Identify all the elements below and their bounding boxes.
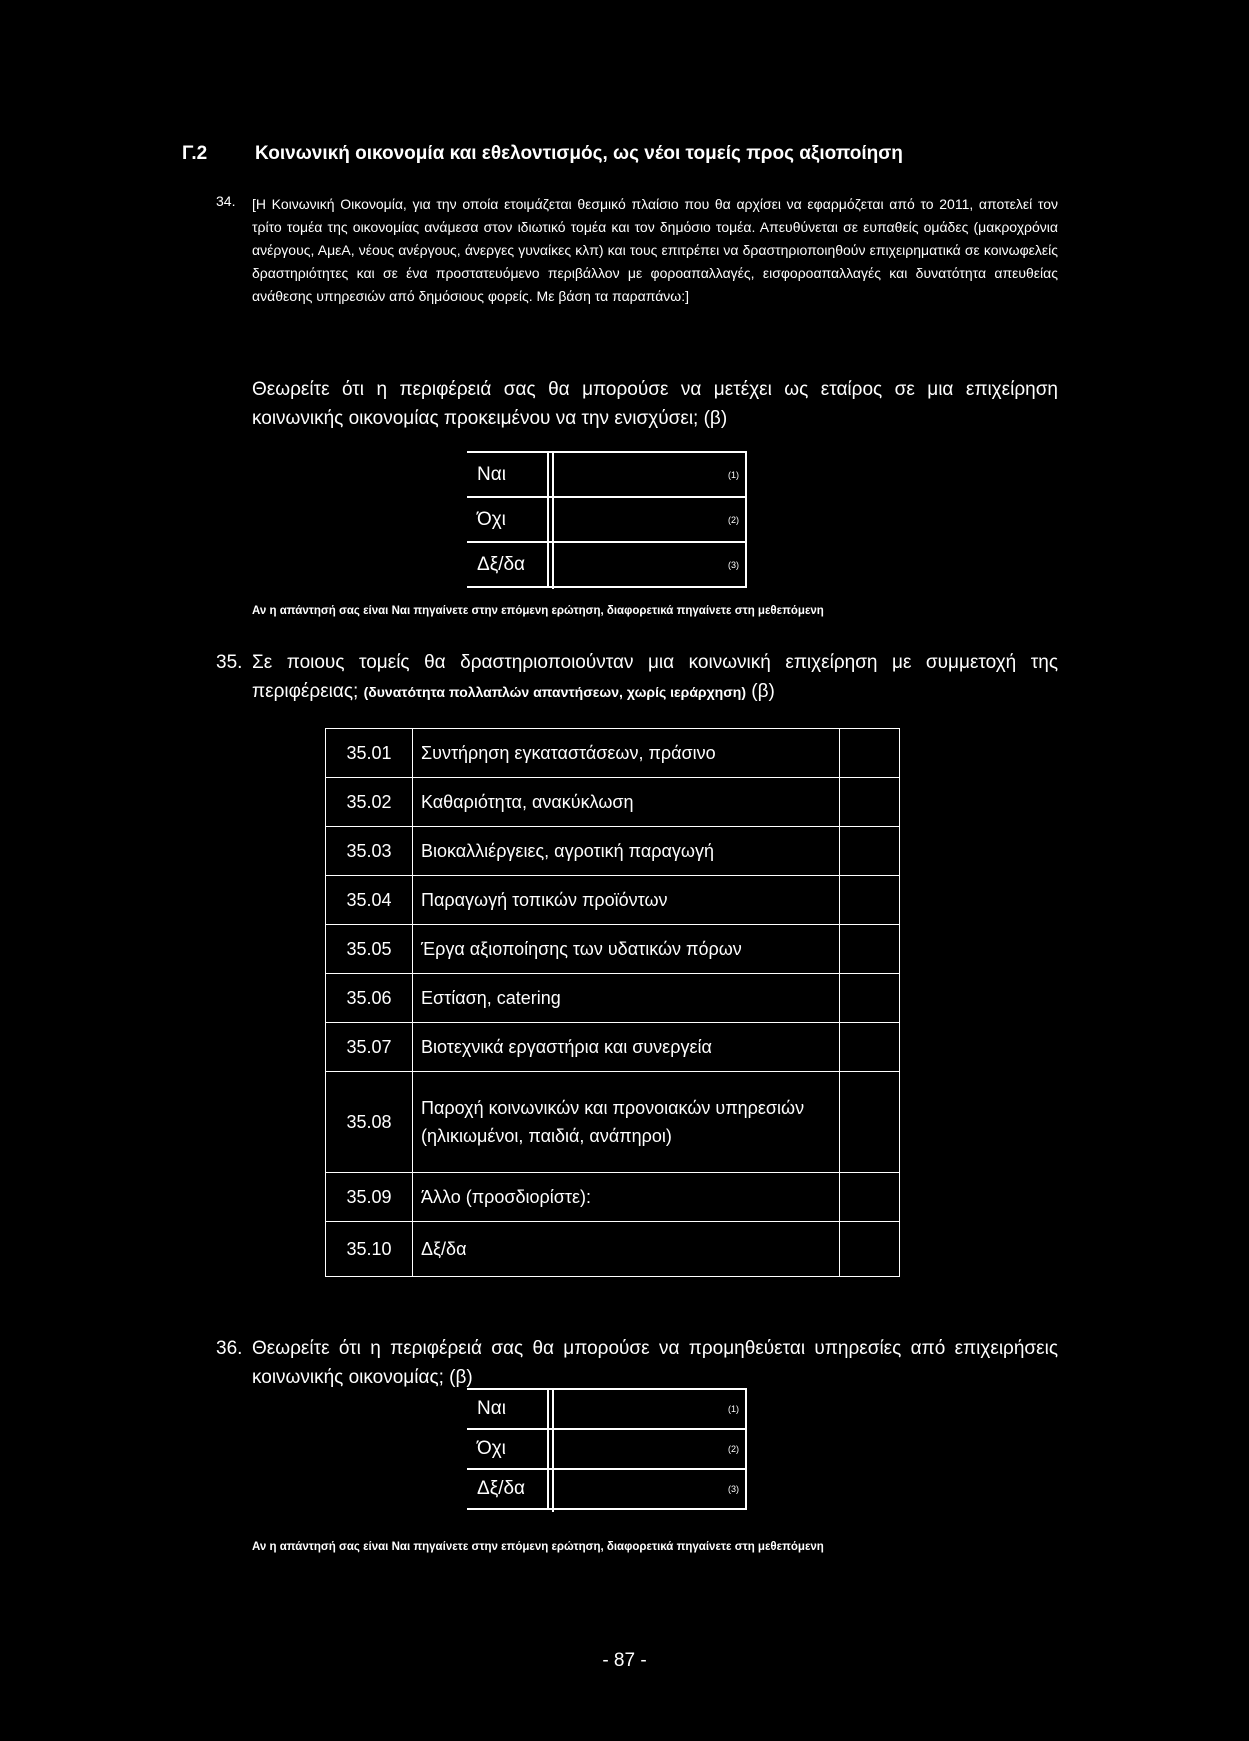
q35-suffix: (β) bbox=[751, 681, 775, 702]
row-label: Καθαριότητα, ανακύκλωση bbox=[412, 778, 839, 827]
row-code: 35.10 bbox=[326, 1222, 413, 1277]
table-row[interactable] bbox=[326, 1023, 900, 1072]
routing-note: Αν η απάντησή σας είναι Ναι πηγαίνετε στην επόμενη ερώτηση, διαφορετικά πηγαίνετε στη μεθεπόμενη bbox=[252, 1541, 824, 1553]
answer-box[interactable] bbox=[839, 729, 899, 778]
q35-question bbox=[252, 648, 1058, 707]
option-row[interactable] bbox=[467, 1389, 746, 1429]
option-row[interactable] bbox=[467, 497, 746, 542]
q35-text: Σε ποιους τομείς θα δραστηριοποιούνταν μια κοινωνική επιχείρηση με συμμετοχή της περιφέρειας; bbox=[252, 652, 1058, 702]
row-code: 35.01 bbox=[326, 729, 413, 778]
table-row[interactable] bbox=[326, 729, 900, 778]
option-label: Δξ/δα bbox=[467, 542, 548, 587]
row-code: 35.02 bbox=[326, 778, 413, 827]
supply-options-table bbox=[467, 1388, 747, 1510]
row-label: Δξ/δα bbox=[412, 1222, 839, 1277]
option-label: Όχι bbox=[467, 497, 548, 542]
option-label: Δξ/δα bbox=[467, 1469, 548, 1509]
option-row[interactable] bbox=[467, 542, 746, 587]
row-code: 35.05 bbox=[326, 925, 413, 974]
q36-number: 36. bbox=[216, 1338, 243, 1359]
section-title: Κοινωνική οικονομία και εθελοντισμός, ως νέοι τομείς προς αξιοποίηση bbox=[255, 143, 903, 164]
sectors-table bbox=[325, 728, 900, 1277]
q35-number: 35. bbox=[216, 652, 243, 673]
section-number: Γ.2 bbox=[182, 143, 208, 164]
table-row[interactable] bbox=[326, 974, 900, 1023]
table-row[interactable] bbox=[326, 925, 900, 974]
section-heading bbox=[182, 143, 903, 165]
answer-box[interactable] bbox=[839, 1023, 899, 1072]
q36-question: Θεωρείτε ότι η περιφέρειά σας θα μπορούσε να προμηθεύεται υπηρεσίες από επιχειρήσεις κοινωνικής οικονομίας; (β) bbox=[252, 1338, 1058, 1388]
row-code: 35.04 bbox=[326, 876, 413, 925]
option-code[interactable]: (3) bbox=[548, 1469, 746, 1509]
table-row[interactable] bbox=[326, 1173, 900, 1222]
intro-paragraph: [Η Κοινωνική Οικονομία, για την οποία ετοιμάζεται θεσμικό πλαίσιο που θα αρχίσει να εφαρμόζεται από το 2011, αποτελεί τον τρίτο τομέα της οικονομίας ανάμεσα στον ιδιωτικό τομέα και τον δημόσιο τομέα. Απευθύνεται σε ευπαθείς ομάδες (μακροχρόνια ανέργους, ΑμεΑ, νέους ανέργους, άνεργες γυναίκες κλπ) και τους επιτρέπει να δραστηριοποιηθούν επιχειρηματικά σε κοινωφελείς δραστηριότητες και σε ένα προστατευόμενο περιβάλλον με φοροαπαλλαγές, εισφοροαπαλλαγές και δυνατότητα απευθείας ανάθεσης υπηρεσιών από δημόσιους φορείς. Με βάση τα παραπάνω:] bbox=[252, 196, 1058, 304]
row-label: Βιοτεχνικά εργαστήρια και συνεργεία bbox=[412, 1023, 839, 1072]
table-row[interactable] bbox=[326, 827, 900, 876]
option-code[interactable]: (3) bbox=[548, 542, 746, 587]
answer-box[interactable] bbox=[839, 925, 899, 974]
row-label: Συντήρηση εγκαταστάσεων, πράσινο bbox=[412, 729, 839, 778]
row-code: 35.06 bbox=[326, 974, 413, 1023]
row-code: 35.07 bbox=[326, 1023, 413, 1072]
row-code: 35.03 bbox=[326, 827, 413, 876]
row-label: Βιοκαλλιέργειες, αγροτική παραγωγή bbox=[412, 827, 839, 876]
table-row[interactable] bbox=[326, 876, 900, 925]
option-row[interactable] bbox=[467, 452, 746, 497]
option-label: Ναι bbox=[467, 452, 548, 497]
q35-hint: (δυνατότητα πολλαπλών απαντήσεων, χωρίς ιεράρχηση) bbox=[363, 684, 746, 700]
row-label: Παραγωγή τοπικών προϊόντων bbox=[412, 876, 839, 925]
row-label: Έργα αξιοποίησης των υδατικών πόρων bbox=[412, 925, 839, 974]
option-code[interactable]: (1) bbox=[548, 1389, 746, 1429]
partner-options-table bbox=[467, 451, 747, 588]
question-partner: Θεωρείτε ότι η περιφέρειά σας θα μπορούσε να μετέχει ως εταίρος σε μια επιχείρηση κοινωνικής οικονομίας προκειμένου να την ενισχύσει; (β) bbox=[252, 379, 1058, 429]
option-label: Ναι bbox=[467, 1389, 548, 1429]
table-row[interactable] bbox=[326, 1072, 900, 1173]
answer-box[interactable] bbox=[839, 778, 899, 827]
row-label: Εστίαση, catering bbox=[412, 974, 839, 1023]
option-code[interactable]: (2) bbox=[548, 497, 746, 542]
option-code[interactable]: (2) bbox=[548, 1429, 746, 1469]
row-code: 35.08 bbox=[326, 1072, 413, 1173]
routing-note: Αν η απάντησή σας είναι Ναι πηγαίνετε στην επόμενη ερώτηση, διαφορετικά πηγαίνετε στη μεθεπόμενη bbox=[252, 605, 824, 617]
answer-box[interactable] bbox=[839, 876, 899, 925]
option-divider bbox=[552, 1388, 554, 1512]
option-code[interactable]: (1) bbox=[548, 452, 746, 497]
intro-number: 34. bbox=[216, 193, 236, 209]
table-row[interactable] bbox=[326, 778, 900, 827]
row-code: 35.09 bbox=[326, 1173, 413, 1222]
option-label: Όχι bbox=[467, 1429, 548, 1469]
answer-box[interactable] bbox=[839, 974, 899, 1023]
answer-box[interactable] bbox=[839, 1072, 899, 1173]
answer-box[interactable] bbox=[839, 827, 899, 876]
answer-box[interactable] bbox=[839, 1173, 899, 1222]
option-row[interactable] bbox=[467, 1469, 746, 1509]
page-number: - 87 - bbox=[602, 1650, 647, 1671]
option-divider bbox=[552, 451, 554, 589]
table-row[interactable] bbox=[326, 1222, 900, 1277]
row-label: Άλλο (προσδιορίστε): bbox=[412, 1173, 839, 1222]
row-label: Παροχή κοινωνικών και προνοιακών υπηρεσιών (ηλικιωμένοι, παιδιά, ανάπηροι) bbox=[412, 1072, 839, 1173]
option-row[interactable] bbox=[467, 1429, 746, 1469]
answer-box[interactable] bbox=[839, 1222, 899, 1277]
